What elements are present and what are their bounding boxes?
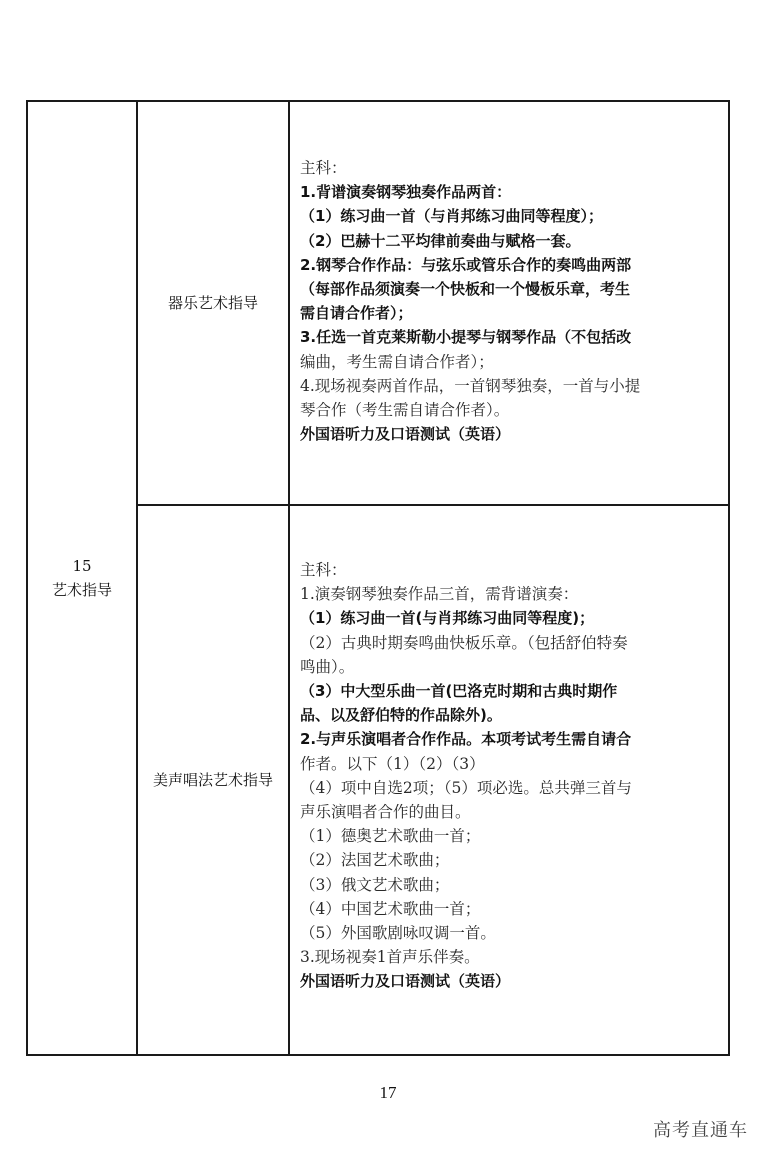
content-line: 琴合作（考生需自请合作者）。	[300, 401, 510, 420]
content-line: 1.演奏钢琴独奏作品三首，需背谱演奏：	[300, 585, 579, 604]
content-line: 品、以及舒伯特的作品除外)。	[300, 706, 502, 725]
content-line: 主科：	[300, 159, 347, 177]
content-line: 1.背谱演奏钢琴独奏作品两首：	[300, 183, 512, 202]
direction-name-cell	[137, 505, 289, 1055]
program-number: 15	[72, 557, 92, 575]
content-line: 3.现场视奏1首声乐伴奏。	[300, 948, 480, 967]
content-line: （1）练习曲一首（与肖邦练习曲同等程度）；	[300, 207, 603, 226]
program-category: 艺术指导	[51, 581, 112, 599]
exam-requirements-table	[26, 100, 730, 1056]
content-line: 主科：	[300, 561, 347, 579]
content-line: （2）法国艺术歌曲；	[300, 851, 450, 870]
table-row	[27, 101, 729, 505]
program-number-cell	[27, 101, 137, 1055]
direction-name: 器乐艺术指导	[167, 294, 258, 312]
content-line: （1）德奥艺术歌曲一首；	[300, 827, 481, 846]
content-line: （1）练习曲一首(与肖邦练习曲同等程度)；	[300, 609, 595, 628]
exam-content-cell	[289, 101, 729, 505]
content-line: 声乐演唱者合作的曲目。	[300, 803, 471, 822]
content-line: 2.钢琴合作作品：与弦乐或管乐合作的奏鸣曲两部	[300, 255, 632, 274]
content-line: 2.与声乐演唱者合作作品。本项考试考生需自请合	[300, 730, 632, 749]
content-line: （每部作品须演奏一个快板和一个慢板乐章，考生	[300, 280, 631, 299]
page-number: 17	[379, 1083, 397, 1102]
content-line: 外国语听力及口语测试（英语）	[300, 425, 511, 444]
content-line: 作者。以下（1）（2）（3）	[300, 754, 485, 773]
content-line: （4）中国艺术歌曲一首；	[300, 899, 481, 918]
content-line: （5）外国歌剧咏叹调一首。	[300, 924, 496, 943]
content-line: （2）巴赫十二平均律前奏曲与赋格一套。	[300, 231, 581, 250]
content-line: （2）古典时期奏鸣曲快板乐章。（包括舒伯特奏	[300, 633, 628, 652]
direction-name: 美声唱法艺术指导	[152, 771, 273, 789]
direction-name-cell	[137, 101, 289, 505]
content-line: 3.任选一首克莱斯勒小提琴与钢琴作品（不包括改	[300, 328, 632, 347]
exam-content-cell	[289, 505, 729, 1055]
content-line: 外国语听力及口语测试（英语）	[300, 972, 511, 991]
content-line: 鸣曲）。	[300, 657, 355, 676]
content-line: （4）项中自选2项；（5）项必选。总共弹三首与	[300, 778, 632, 797]
content-line: （3）中大型乐曲一首(巴洛克时期和古典时期作	[300, 682, 618, 701]
watermark-text: 高考直通车	[653, 1120, 748, 1141]
content-line: （3）俄文艺术歌曲；	[300, 875, 450, 894]
content-line: 需自请合作者）；	[300, 304, 413, 323]
content-line: 编曲，考生需自请合作者）；	[300, 352, 494, 371]
content-line: 4.现场视奏两首作品，一首钢琴独奏，一首与小提	[300, 376, 641, 395]
